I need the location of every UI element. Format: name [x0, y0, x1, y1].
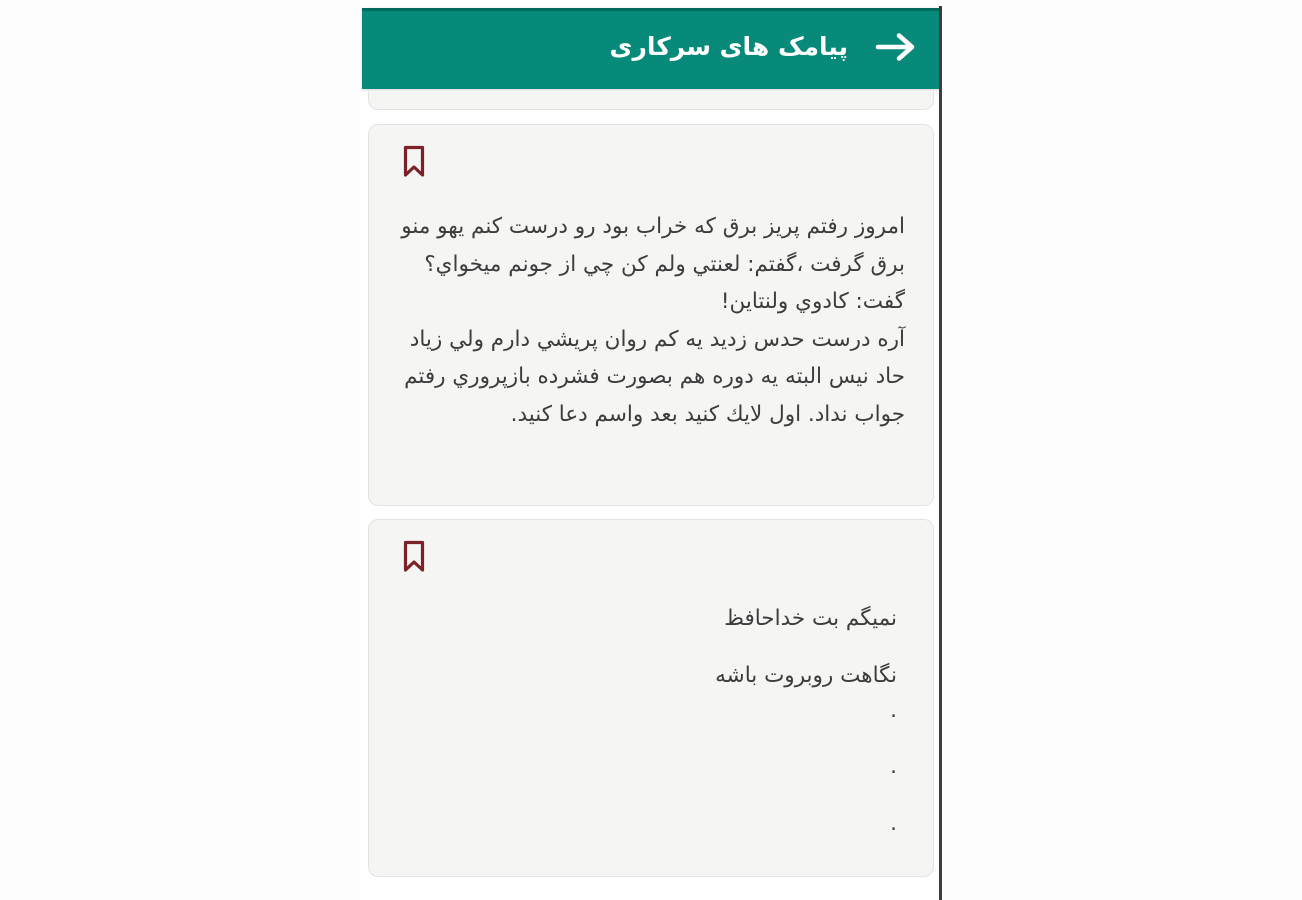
message-line: جواب نداد. اول لايك کنيد بعد واسم دعا کنيد.: [510, 401, 905, 427]
app-bar: [362, 8, 940, 89]
message-card: [368, 519, 934, 877]
message-text: [393, 601, 897, 841]
message-line: [393, 636, 897, 658]
bookmark-icon: [402, 558, 426, 577]
message-card: [368, 124, 934, 506]
app-screen: [360, 0, 943, 900]
scrollbar-edge: [939, 6, 942, 900]
message-line: نميگم بت خداحافظ: [724, 606, 897, 631]
message-line: .: [890, 754, 897, 779]
arrow-right-icon: [874, 31, 918, 67]
message-line: گفت: کادوي ولنتاين!: [720, 289, 905, 315]
bookmark-icon: [402, 163, 426, 182]
message-line: [393, 784, 897, 806]
message-line: نگاهت روبروت باشه: [715, 662, 897, 688]
message-line: .: [890, 697, 897, 723]
message-line: امروز رفتم پریز برق که خراب بود رو درست کنم یهو منو: [401, 214, 905, 239]
message-line: حاد نيس البته يه دوره هم بصورت فشرده بازپروري رفتم: [404, 364, 905, 390]
bookmark-button[interactable]: [402, 145, 426, 178]
message-line: .: [890, 810, 897, 836]
back-button[interactable]: [874, 33, 918, 65]
message-text: [393, 208, 905, 434]
message-card-partial: [368, 91, 934, 110]
message-line: برق گرفت ،گفتم: لعنتي ولم کن چي از جونم ميخواي؟: [424, 251, 905, 277]
page-title: پیامک های سرکاری: [609, 32, 848, 61]
bookmark-button[interactable]: [402, 540, 426, 573]
message-line: [393, 728, 897, 750]
message-line: آره درست حدس زديد يه کم روان پريشي دارم ولي زياد: [409, 326, 905, 352]
